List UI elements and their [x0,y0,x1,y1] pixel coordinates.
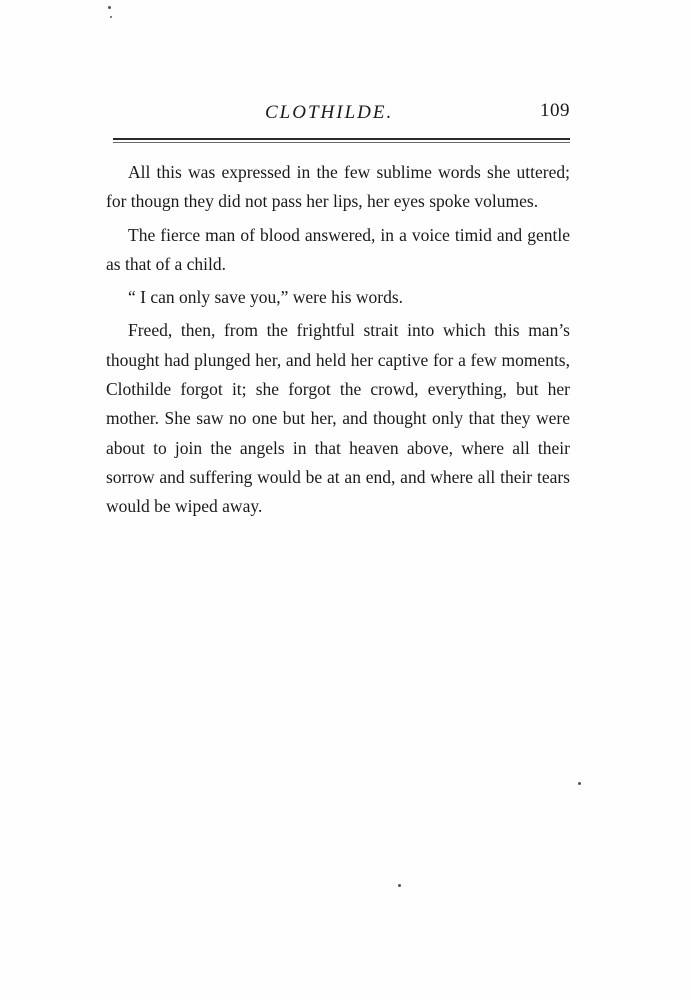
paper-speck [108,6,111,9]
paper-speck [398,884,401,887]
running-title: CLOTHILDE. [265,102,394,123]
running-head [115,96,570,126]
paragraph: The fierce man of blood answered, in a voice timid and gentle as that of a child. [106,224,570,274]
paper-speck [110,16,112,18]
paper-speck [578,782,581,785]
paragraph: Freed, then, from the frightful strait into which this man’s thought had plunged her, and held her captive for a few moments, Clothilde forgot it; she forgot the crowd, everything, but her mother. She saw no one but her, and thought only that they were about to join the angels in that heaven above, where all their sorrow and suffering would be at an end, and where all their tears would be wiped away. [106,320,570,517]
paragraph: “ I can only save you,” were his words. [128,287,404,308]
body-text [106,158,570,526]
page-number: 109 [540,100,570,121]
paragraph: All this was expressed in the few sublime words she uttered; for thougn they did not pass her lips, her eyes spoke volumes. [106,162,570,212]
header-rule [113,138,570,140]
header-rule-thin [113,142,570,143]
